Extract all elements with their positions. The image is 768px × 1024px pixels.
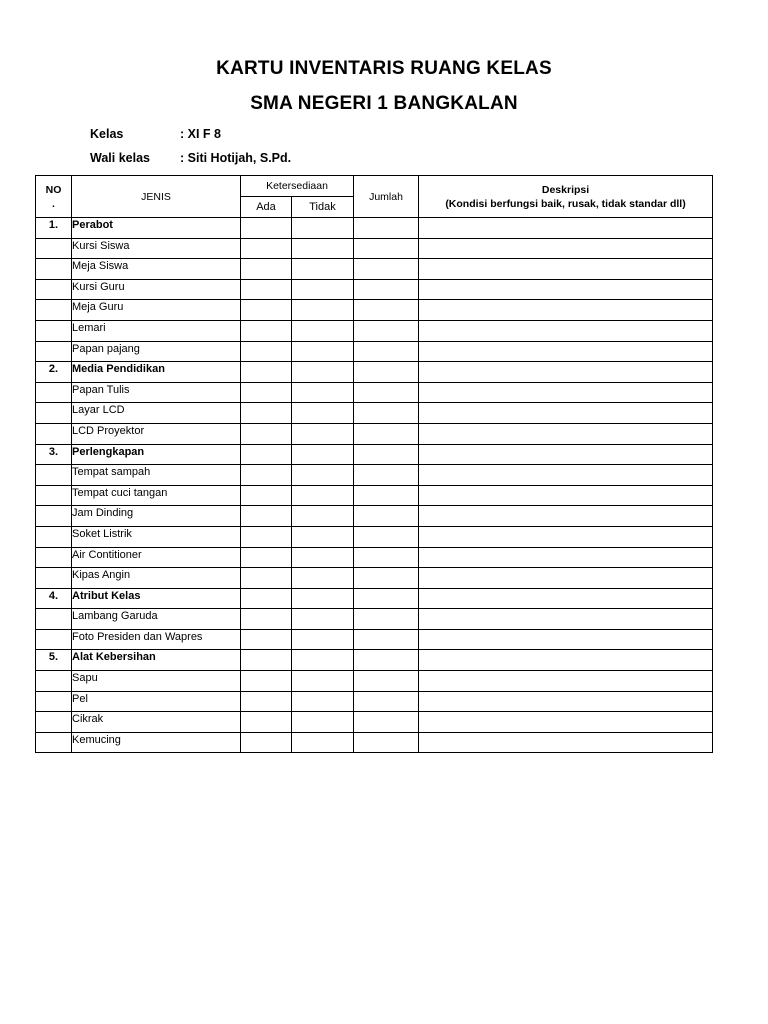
item-name: Pel: [72, 691, 241, 712]
item-name: Papan pajang: [72, 341, 241, 362]
item-name: Foto Presiden dan Wapres: [72, 629, 241, 650]
deskripsi-cell: [419, 279, 713, 300]
item-row: [36, 279, 713, 300]
tidak-cell: [292, 444, 354, 465]
item-name: Sapu: [72, 671, 241, 692]
deskripsi-cell: [419, 568, 713, 589]
tidak-cell: [292, 712, 354, 733]
table-header: [36, 176, 713, 218]
inventory-table: [35, 175, 713, 753]
item-name: Meja Siswa: [72, 259, 241, 280]
item-name: Tempat cuci tangan: [72, 485, 241, 506]
row-number: [36, 671, 72, 692]
item-row: [36, 526, 713, 547]
jumlah-cell: [354, 609, 419, 630]
ada-cell: [241, 712, 292, 733]
tidak-cell: [292, 691, 354, 712]
jumlah-cell: [354, 300, 419, 321]
row-number: [36, 279, 72, 300]
jumlah-cell: [354, 629, 419, 650]
jumlah-cell: [354, 547, 419, 568]
row-number: [36, 732, 72, 753]
tidak-cell: [292, 465, 354, 486]
ada-cell: [241, 341, 292, 362]
jumlah-cell: [354, 506, 419, 527]
deskripsi-cell: [419, 382, 713, 403]
row-number: [36, 238, 72, 259]
row-number: [36, 465, 72, 486]
row-number: 2.: [36, 362, 72, 383]
row-number: [36, 609, 72, 630]
category-row: [36, 218, 713, 239]
ada-cell: [241, 609, 292, 630]
ada-cell: [241, 547, 292, 568]
header-tidak: Tidak: [292, 197, 354, 218]
deskripsi-cell: [419, 238, 713, 259]
class-info: [90, 127, 221, 141]
tidak-cell: [292, 238, 354, 259]
deskripsi-cell: [419, 629, 713, 650]
item-row: [36, 341, 713, 362]
ada-cell: [241, 320, 292, 341]
item-name: LCD Proyektor: [72, 423, 241, 444]
deskripsi-cell: [419, 485, 713, 506]
deskripsi-cell: [419, 506, 713, 527]
jumlah-cell: [354, 671, 419, 692]
homeroom-teacher-label: Wali kelas: [90, 151, 150, 165]
tidak-cell: [292, 423, 354, 444]
deskripsi-cell: [419, 403, 713, 424]
item-name: Alat Kebersihan: [72, 650, 241, 671]
jumlah-cell: [354, 403, 419, 424]
row-number: [36, 547, 72, 568]
tidak-cell: [292, 341, 354, 362]
item-name: Meja Guru: [72, 300, 241, 321]
jumlah-cell: [354, 259, 419, 280]
jumlah-cell: [354, 382, 419, 403]
row-number: [36, 568, 72, 589]
item-name: Jam Dinding: [72, 506, 241, 527]
tidak-cell: [292, 485, 354, 506]
category-row: [36, 588, 713, 609]
jumlah-cell: [354, 238, 419, 259]
jumlah-cell: [354, 279, 419, 300]
ada-cell: [241, 732, 292, 753]
deskripsi-cell: [419, 465, 713, 486]
item-row: [36, 382, 713, 403]
row-number: [36, 485, 72, 506]
jumlah-cell: [354, 218, 419, 239]
ada-cell: [241, 526, 292, 547]
tidak-cell: [292, 382, 354, 403]
tidak-cell: [292, 629, 354, 650]
item-name: Air Contitioner: [72, 547, 241, 568]
deskripsi-cell: [419, 423, 713, 444]
ada-cell: [241, 588, 292, 609]
category-row: [36, 362, 713, 383]
ada-cell: [241, 465, 292, 486]
row-number: [36, 300, 72, 321]
row-number: [36, 691, 72, 712]
class-value: : XI F 8: [180, 127, 221, 141]
jumlah-cell: [354, 320, 419, 341]
item-name: Atribut Kelas: [72, 588, 241, 609]
table-body: [36, 218, 713, 753]
row-number: [36, 423, 72, 444]
jumlah-cell: [354, 691, 419, 712]
homeroom-teacher-value: : Siti Hotijah, S.Pd.: [180, 151, 292, 165]
deskripsi-cell: [419, 362, 713, 383]
row-number: 5.: [36, 650, 72, 671]
deskripsi-cell: [419, 547, 713, 568]
ada-cell: [241, 691, 292, 712]
item-row: [36, 712, 713, 733]
item-row: [36, 423, 713, 444]
jumlah-cell: [354, 423, 419, 444]
item-row: [36, 485, 713, 506]
ada-cell: [241, 300, 292, 321]
item-row: [36, 403, 713, 424]
item-name: Kursi Siswa: [72, 238, 241, 259]
row-number: [36, 403, 72, 424]
deskripsi-cell: [419, 300, 713, 321]
deskripsi-cell: [419, 444, 713, 465]
deskripsi-cell: [419, 671, 713, 692]
item-row: [36, 465, 713, 486]
tidak-cell: [292, 218, 354, 239]
jumlah-cell: [354, 465, 419, 486]
item-name: Cikrak: [72, 712, 241, 733]
ada-cell: [241, 444, 292, 465]
tidak-cell: [292, 259, 354, 280]
jumlah-cell: [354, 341, 419, 362]
header-ada: Ada: [241, 197, 292, 218]
row-number: [36, 382, 72, 403]
jumlah-cell: [354, 362, 419, 383]
deskripsi-cell: [419, 341, 713, 362]
tidak-cell: [292, 362, 354, 383]
homeroom-teacher-info: [90, 151, 291, 165]
jumlah-cell: [354, 526, 419, 547]
category-row: [36, 650, 713, 671]
item-row: [36, 300, 713, 321]
tidak-cell: [292, 279, 354, 300]
ada-cell: [241, 259, 292, 280]
jumlah-cell: [354, 588, 419, 609]
item-name: Soket Listrik: [72, 526, 241, 547]
item-name: Kemucing: [72, 732, 241, 753]
row-number: 3.: [36, 444, 72, 465]
item-row: [36, 691, 713, 712]
item-row: [36, 671, 713, 692]
item-name: Perabot: [72, 218, 241, 239]
header-deskripsi: Deskripsi (Kondisi berfungsi baik, rusak, tidak standar dll): [419, 176, 713, 218]
item-name: Kursi Guru: [72, 279, 241, 300]
document-title: KARTU INVENTARIS RUANG KELAS: [216, 58, 552, 79]
tidak-cell: [292, 732, 354, 753]
header-no: NO .: [36, 176, 72, 218]
header-jenis: JENIS: [72, 176, 241, 218]
deskripsi-cell: [419, 218, 713, 239]
deskripsi-cell: [419, 609, 713, 630]
item-row: [36, 506, 713, 527]
deskripsi-cell: [419, 691, 713, 712]
category-row: [36, 444, 713, 465]
row-number: [36, 629, 72, 650]
item-name: Media Pendidikan: [72, 362, 241, 383]
item-row: [36, 609, 713, 630]
row-number: [36, 506, 72, 527]
ada-cell: [241, 650, 292, 671]
tidak-cell: [292, 568, 354, 589]
item-row: [36, 732, 713, 753]
item-row: [36, 320, 713, 341]
row-number: [36, 320, 72, 341]
row-number: 1.: [36, 218, 72, 239]
ada-cell: [241, 403, 292, 424]
deskripsi-cell: [419, 732, 713, 753]
item-row: [36, 259, 713, 280]
jumlah-cell: [354, 732, 419, 753]
deskripsi-cell: [419, 526, 713, 547]
item-row: [36, 568, 713, 589]
tidak-cell: [292, 506, 354, 527]
ada-cell: [241, 382, 292, 403]
jumlah-cell: [354, 712, 419, 733]
tidak-cell: [292, 609, 354, 630]
ada-cell: [241, 279, 292, 300]
item-row: [36, 547, 713, 568]
header-jumlah: Jumlah: [354, 176, 419, 218]
ada-cell: [241, 485, 292, 506]
jumlah-cell: [354, 485, 419, 506]
tidak-cell: [292, 588, 354, 609]
school-name: SMA NEGERI 1 BANGKALAN: [250, 93, 518, 114]
ada-cell: [241, 506, 292, 527]
row-number: [36, 259, 72, 280]
row-number: 4.: [36, 588, 72, 609]
tidak-cell: [292, 320, 354, 341]
class-label: Kelas: [90, 127, 124, 141]
item-name: Papan Tulis: [72, 382, 241, 403]
item-name: Tempat sampah: [72, 465, 241, 486]
row-number: [36, 712, 72, 733]
item-name: Perlengkapan: [72, 444, 241, 465]
item-name: Lambang Garuda: [72, 609, 241, 630]
deskripsi-cell: [419, 650, 713, 671]
ada-cell: [241, 671, 292, 692]
ada-cell: [241, 218, 292, 239]
tidak-cell: [292, 526, 354, 547]
header-ketersediaan: Ketersediaan: [241, 176, 354, 197]
ada-cell: [241, 423, 292, 444]
ada-cell: [241, 568, 292, 589]
item-name: Layar LCD: [72, 403, 241, 424]
ada-cell: [241, 362, 292, 383]
item-name: Kipas Angin: [72, 568, 241, 589]
ada-cell: [241, 629, 292, 650]
tidak-cell: [292, 300, 354, 321]
deskripsi-cell: [419, 588, 713, 609]
item-name: Lemari: [72, 320, 241, 341]
tidak-cell: [292, 671, 354, 692]
tidak-cell: [292, 547, 354, 568]
deskripsi-cell: [419, 712, 713, 733]
deskripsi-cell: [419, 320, 713, 341]
ada-cell: [241, 238, 292, 259]
item-row: [36, 238, 713, 259]
row-number: [36, 526, 72, 547]
deskripsi-cell: [419, 259, 713, 280]
item-row: [36, 629, 713, 650]
jumlah-cell: [354, 444, 419, 465]
tidak-cell: [292, 650, 354, 671]
tidak-cell: [292, 403, 354, 424]
jumlah-cell: [354, 650, 419, 671]
row-number: [36, 341, 72, 362]
jumlah-cell: [354, 568, 419, 589]
